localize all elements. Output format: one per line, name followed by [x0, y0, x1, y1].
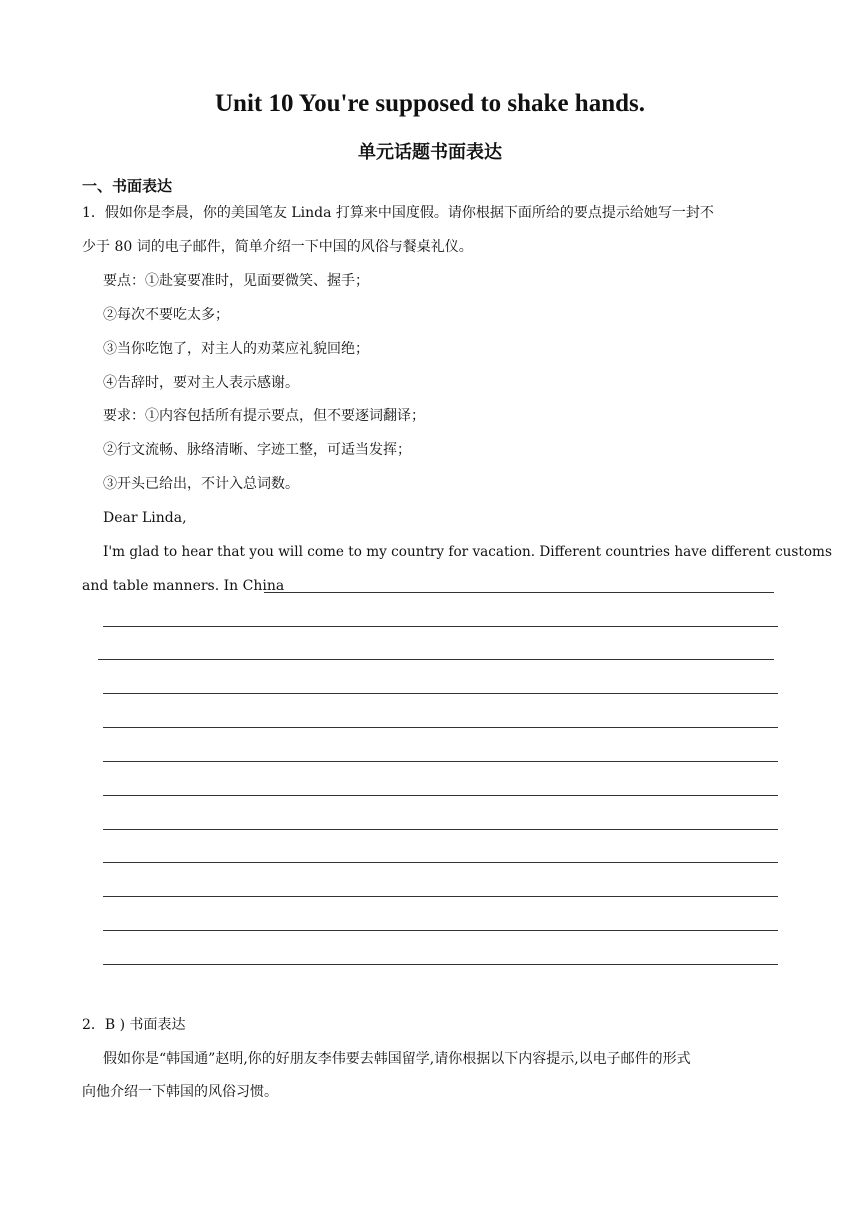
section-heading: 一、书面表达: [82, 177, 173, 195]
writing-line[interactable]: [103, 964, 778, 965]
question-2-line-2: 向他介绍一下韩国的风俗习惯。: [82, 1084, 278, 1100]
writing-line[interactable]: [103, 896, 778, 897]
writing-line[interactable]: [103, 829, 778, 830]
writing-line[interactable]: [103, 626, 778, 627]
requirement-3: ③开头已给出，不计入总词数。: [103, 476, 299, 492]
writing-line[interactable]: [98, 659, 774, 660]
requirement-2: ②行文流畅、脉络清晰、字迹工整，可适当发挥；: [103, 442, 411, 458]
writing-line[interactable]: [103, 795, 778, 796]
letter-opening-line-2: and table manners. In China: [82, 578, 285, 594]
point-3: ③当你吃饱了，对主人的劝菜应礼貌回绝；: [103, 341, 369, 357]
writing-line[interactable]: [103, 862, 778, 863]
letter-opening-line-1: I'm glad to hear that you will come to my country for vacation. Different countries have different customs: [103, 544, 832, 560]
writing-line[interactable]: [103, 930, 778, 931]
question-1-line-2: 少于 80 词的电子邮件，简单介绍一下中国的风俗与餐桌礼仪。: [82, 239, 473, 255]
document-title: Unit 10 You're supposed to shake hands.: [215, 90, 645, 117]
point-4: ④告辞时，要对主人表示感谢。: [103, 375, 299, 391]
letter-greeting: Dear Linda,: [103, 510, 187, 526]
point-2: ②每次不要吃太多；: [103, 307, 229, 323]
writing-line[interactable]: [103, 761, 778, 762]
writing-line[interactable]: [103, 727, 778, 728]
question-2-header: 2．B ) 书面表达: [82, 1017, 186, 1033]
requirement-1: 要求：①内容包括所有提示要点，但不要逐词翻译；: [103, 408, 425, 424]
document-subtitle: 单元话题书面表达: [358, 142, 502, 163]
question-1-line-1: 1．假如你是李晨，你的美国笔友 Linda 打算来中国度假。请你根据下面所给的要点提示给她写一封不: [82, 205, 714, 221]
point-1: 要点：①赴宴要准时，见面要微笑、握手；: [103, 273, 369, 289]
writing-line[interactable]: [264, 592, 774, 593]
question-2-line-1: 假如你是“韩国通”赵明,你的好朋友李伟要去韩国留学,请你根据以下内容提示,以电子邮件的形式: [103, 1051, 691, 1067]
writing-line[interactable]: [103, 693, 778, 694]
